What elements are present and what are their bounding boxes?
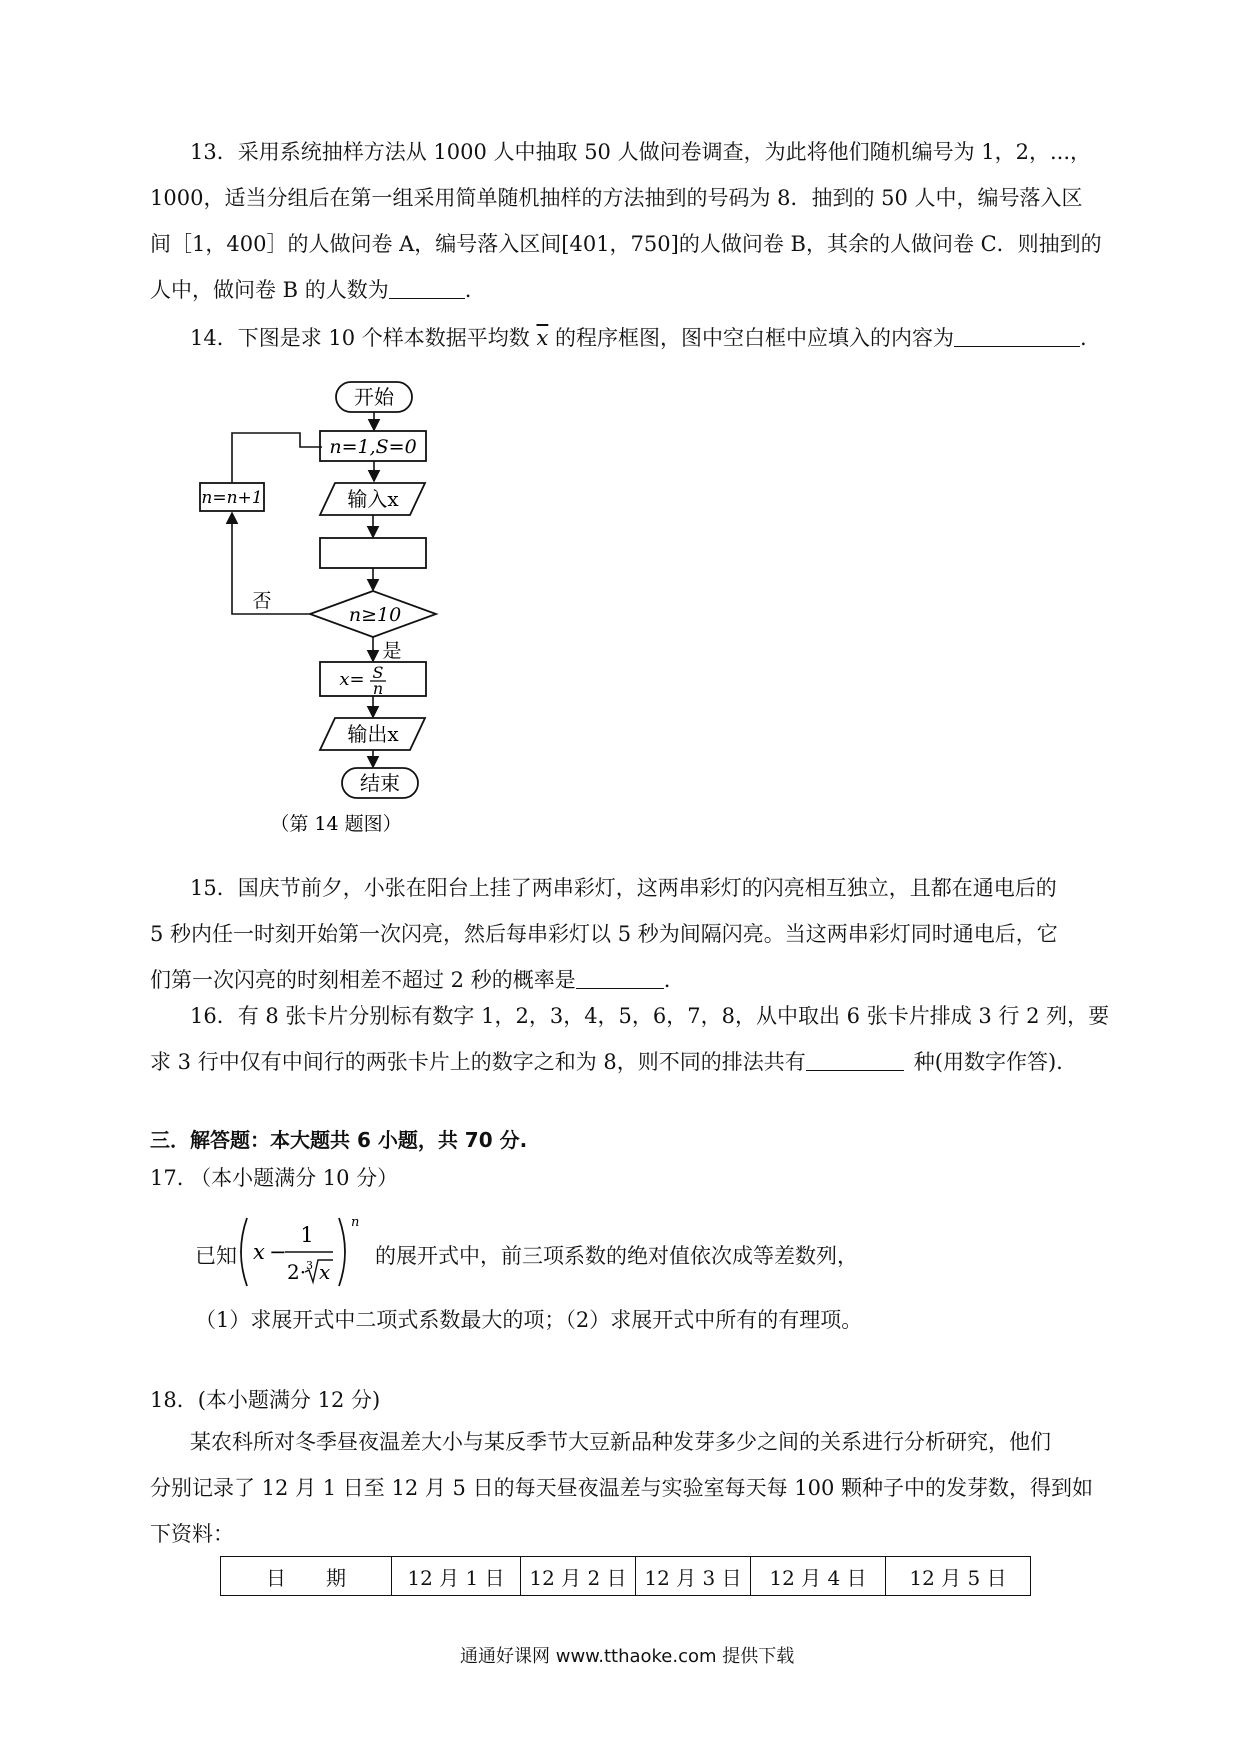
q15-answer-blank[interactable]	[576, 970, 664, 989]
q14-pre-text: 14．下图是求 10 个样本数据平均数	[190, 326, 530, 350]
q17-parts: （1）求展开式中二项式系数最大的项；（2）求展开式中所有的有理项。	[195, 1308, 863, 1332]
q13-line-4	[150, 280, 471, 301]
page-footer: 通通好课网 www.tthaoke.com 提供下载	[460, 1646, 795, 1667]
q18-line-3: 下资料：	[150, 1522, 234, 1546]
flow-compute-numerator: S	[372, 663, 384, 682]
flow-caption: （第 14 题图）	[270, 813, 402, 835]
q17-rest-text: 的展开式中，前三项系数的绝对值依次成等差数列，	[375, 1244, 858, 1268]
q17-numerator: 1	[300, 1223, 314, 1247]
table-header-cell: 12 月 3 日	[636, 1557, 751, 1596]
q13-line-4-text: 人中，做问卷 B 的人数为	[150, 278, 389, 302]
q17-minus: −	[269, 1240, 287, 1264]
flow-start-label: 开始	[354, 385, 394, 409]
table-header-cell: 日 期	[221, 1557, 392, 1596]
q17-known-text: 已知	[195, 1244, 237, 1268]
q17-heading: 17. （本小题满分 10 分）	[150, 1166, 399, 1190]
q16-line-2-end: 种(用数字作答).	[913, 1050, 1063, 1074]
q17-formula-line	[195, 1212, 1095, 1292]
x-bar-symbol: $\overline{x}$	[536, 326, 549, 350]
q15-line-3-text: 们第一次闪亮的时刻相差不超过 2 秒的概率是	[150, 968, 576, 992]
flow-blank-box[interactable]	[320, 538, 426, 568]
flow-init-label: n=1,S=0	[329, 436, 417, 458]
q15-line-2: 5 秒内任一时刻开始第一次闪亮，然后每串彩灯以 5 秒为间隔闪亮。当这两串彩灯同时通电后，它	[150, 922, 1058, 946]
flow-end-label: 结束	[360, 771, 400, 795]
q14-answer-blank[interactable]	[954, 328, 1080, 347]
table-row	[221, 1557, 1031, 1596]
q17-root-index: 3	[306, 1259, 313, 1272]
flow-increment-label: n=n+1	[201, 488, 263, 508]
q13-line-1: 13．采用系统抽样方法从 1000 人中抽取 50 人做问卷调查，为此将他们随机编号为 1，2，...，	[190, 140, 1092, 164]
q13-line-3: 间［1，400］的人做问卷 A，编号落入区间[401，750]的人做问卷 B，其余的人做问卷 C．则抽到的	[150, 232, 1102, 256]
flow-input-label: 输入x	[347, 487, 399, 511]
flow-compute-lhs: x=	[339, 669, 365, 690]
q18-line-2: 分别记录了 12 月 1 日至 12 月 5 日的每天昼夜温差与实验室每天每 100 颗种子中的发芽数，得到如	[150, 1476, 1093, 1500]
q18-line-1: 某农科所对冬季昼夜温差大小与某反季节大豆新品种发芽多少之间的关系进行分析研究，他们	[190, 1430, 1051, 1454]
q14-line	[190, 328, 1087, 349]
q15-line-3-end: .	[663, 968, 671, 992]
q14-end: .	[1080, 326, 1087, 350]
q18-data-table	[220, 1556, 1031, 1596]
table-header-cell: 12 月 5 日	[886, 1557, 1031, 1596]
q13-answer-blank[interactable]	[389, 280, 465, 299]
q16-line-2-text: 求 3 行中仅有中间行的两张卡片上的数字之和为 8，则不同的排法共有	[150, 1050, 806, 1074]
q17-root-arg: x	[319, 1260, 331, 1284]
q16-line-1: 16．有 8 张卡片分别标有数字 1，2，3，4，5，6，7，8，从中取出 6 张卡片排成 3 行 2 列，要	[190, 1004, 1110, 1028]
flow-output-label: 输出x	[347, 722, 399, 746]
q17-formula	[235, 1212, 375, 1292]
q18-heading: 18．(本小题满分 12 分)	[150, 1388, 381, 1412]
table-header-cell: 12 月 4 日	[751, 1557, 886, 1596]
table-header-cell: 12 月 1 日	[392, 1557, 521, 1596]
q16-answer-blank[interactable]	[806, 1052, 904, 1071]
flow-compute-denominator: n	[372, 679, 384, 698]
q16-line-2	[150, 1052, 1063, 1073]
q15-line-3	[150, 970, 670, 991]
q13-line-2: 1000，适当分组后在第一组采用简单随机抽样的方法抽到的号码为 8．抽到的 50 人中，编号落入区	[150, 186, 1083, 210]
flowchart	[190, 375, 450, 845]
table-header-cell: 12 月 2 日	[521, 1557, 636, 1596]
q14-post-text: 的程序框图，图中空白框中应填入的内容为	[555, 326, 955, 350]
flow-condition-label: n≥10	[348, 604, 402, 626]
q15-line-1: 15．国庆节前夕，小张在阳台上挂了两串彩灯，这两串彩灯的闪亮相互独立，且都在通电后的	[190, 876, 1057, 900]
flow-yes-label: 是	[382, 640, 402, 662]
section-3-heading: 三．解答题：本大题共 6 小题，共 70 分.	[150, 1128, 528, 1152]
q13-line-4-end: .	[464, 278, 472, 302]
flow-no-label: 否	[252, 590, 272, 612]
q17-x: x	[253, 1240, 265, 1264]
q17-exponent: n	[351, 1215, 360, 1230]
q17-den-pre: 2·	[287, 1260, 307, 1284]
